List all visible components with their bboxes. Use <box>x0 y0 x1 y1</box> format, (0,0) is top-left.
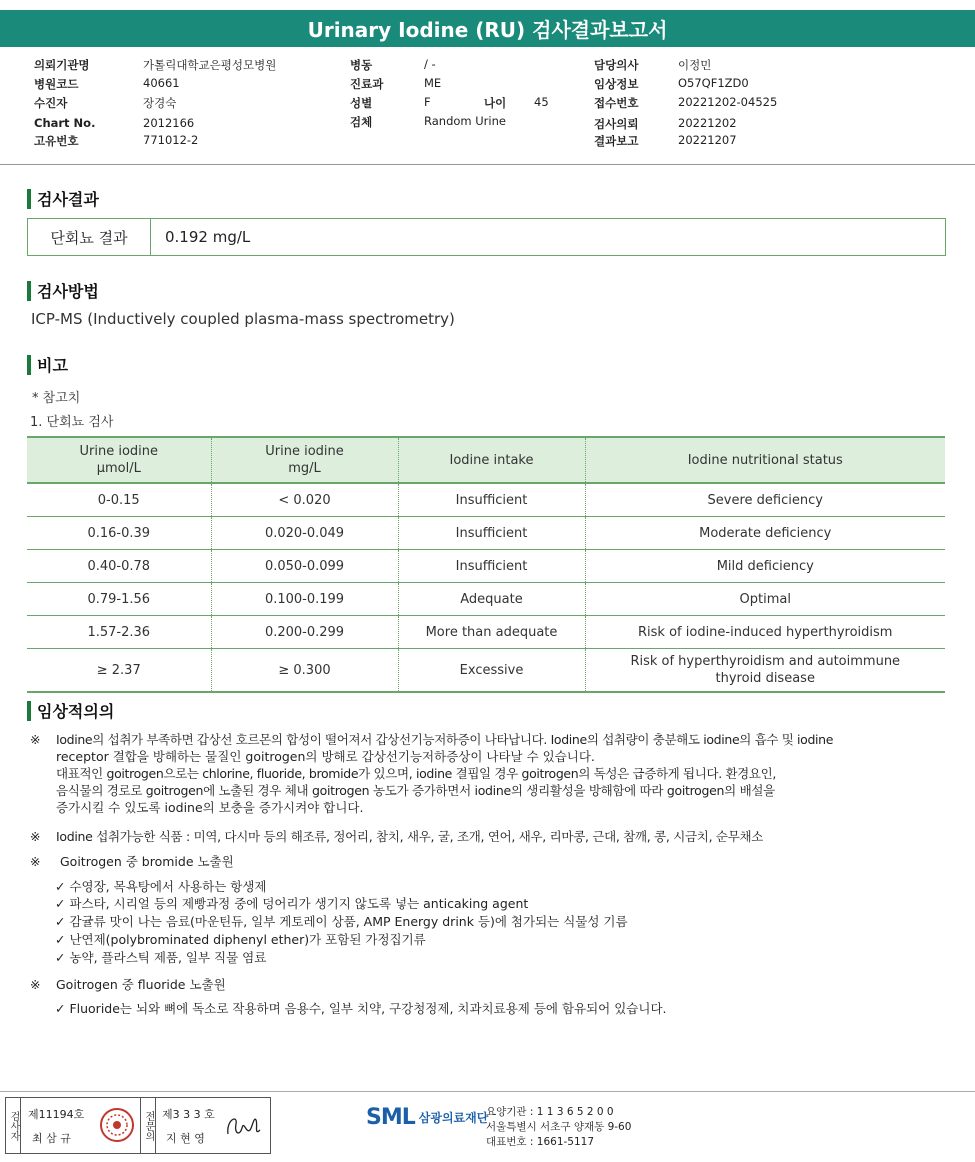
table-cell: Risk of iodine-induced hyperthyroidism <box>585 616 945 649</box>
header-label: 진료과 <box>350 77 384 91</box>
table-cell: 0.100-0.199 <box>211 583 398 616</box>
institution-info <box>486 1105 631 1150</box>
table-cell: < 0.020 <box>211 483 398 517</box>
table-header: Iodine intake <box>398 437 585 483</box>
institution-address: 서울특별시 서초구 양재동 9-60 <box>486 1121 632 1133</box>
note-text <box>56 731 833 816</box>
table-cell: 1.57-2.36 <box>27 616 211 649</box>
header-label: 병동 <box>350 58 373 72</box>
seal-icon <box>98 1106 136 1144</box>
header-label: 고유번호 <box>34 134 79 148</box>
check-item: ✓ 감귤류 맛이 나는 음료(마운틴듀, 일부 게토레이 상품, AMP Energy drink 등)에 첨가되는 식물성 기름 <box>55 914 628 929</box>
check-item: ✓ 난연제(polybrominated diphenyl ether)가 포함된 가정집기류 <box>55 932 426 947</box>
report-title: Urinary Iodine (RU) 검사결과보고서 <box>0 10 975 47</box>
header-value: 2012166 <box>143 116 195 130</box>
header-value: 가톨릭대학교은평성모병원 <box>143 58 277 72</box>
header-label: 결과보고 <box>594 134 639 148</box>
section-bar <box>27 189 31 209</box>
header-label: 접수번호 <box>594 96 639 110</box>
check-item: ✓ 파스타, 시리얼 등의 제빵과정 중에 덩어리가 생기지 않도록 넣는 anticaking agent <box>55 896 529 911</box>
result-value: 0.192 mg/L <box>165 228 251 246</box>
clinical-paragraph <box>30 731 950 817</box>
header-value: 20221202-04525 <box>678 95 778 109</box>
organization-name: 삼광의료재단 <box>418 1111 489 1125</box>
license-number: 제11194호 <box>28 1108 85 1121</box>
section-bar <box>27 281 31 301</box>
header-value: O57QF1ZD0 <box>678 76 749 90</box>
section-result-heading <box>27 187 99 210</box>
institution-phone: 대표번호 : 1661-5117 <box>486 1136 595 1148</box>
header-value: 771012-2 <box>143 133 199 147</box>
check-item: ✓ 농약, 플라스틱 제품, 일부 직물 염료 <box>55 950 267 965</box>
table-cell: More than adequate <box>398 616 585 649</box>
clinical-bromide-note <box>30 853 950 870</box>
institution-code: 요양기관 : 1 1 3 6 5 2 0 0 <box>486 1106 614 1118</box>
table-header-unit: mg/L <box>288 461 321 476</box>
table-cell: Moderate deficiency <box>585 517 945 550</box>
table-header: Iodine nutritional status <box>585 437 945 483</box>
header-value: / - <box>424 57 436 71</box>
header-label: Chart No. <box>34 116 96 130</box>
header-value: 20221207 <box>678 133 737 147</box>
reference-note: * 참고치 <box>32 391 81 406</box>
signature-box <box>5 1097 271 1154</box>
logo-text: SML <box>366 1105 415 1130</box>
table-cell: Mild deficiency <box>585 550 945 583</box>
signer-name: 지 현 영 <box>166 1132 205 1145</box>
table-cell: 0.200-0.299 <box>211 616 398 649</box>
table-cell: Insufficient <box>398 550 585 583</box>
table-row <box>27 550 945 583</box>
table-cell: Adequate <box>398 583 585 616</box>
table-header-unit: μmol/L <box>96 461 141 476</box>
note-text: Iodine 섭취가능한 식품 : 미역, 다시마 등의 해조류, 정어리, 참치, 새우, 굴, 조개, 연어, 새우, 리마콩, 근대, 참깨, 콩, 시금치, 순무채소 <box>56 829 764 844</box>
section-remarks-heading <box>27 353 68 376</box>
header-info <box>0 0 975 160</box>
table-cell: Insufficient <box>398 483 585 517</box>
note-line: 음식물의 경로로 goitrogen에 노출된 경우 체내 goitrogen 농도가 증가하면서 iodine의 생리활성을 방해함에 따라 goitrogen의 배설을 <box>56 783 775 798</box>
table-cell: 0.79-1.56 <box>27 583 211 616</box>
table-row <box>27 583 945 616</box>
table-cell: ≥ 0.300 <box>211 649 398 693</box>
note-line: receptor 결합을 방해하는 물질인 goitrogen의 방해로 갑상선기능저하증상이 나타날 수 있습니다. <box>56 749 595 764</box>
clinical-food-note <box>30 828 950 845</box>
table-cell <box>585 649 945 693</box>
table-cell: Excessive <box>398 649 585 693</box>
header-label: 성별 <box>350 96 373 110</box>
signer-role-label: 검사자 <box>6 1098 21 1153</box>
header-value: F <box>424 95 431 109</box>
section-title: 비고 <box>37 356 68 375</box>
reference-table <box>27 436 945 693</box>
section-method-heading <box>27 279 99 302</box>
header-value: 20221202 <box>678 116 737 130</box>
section-title: 검사방법 <box>37 282 99 301</box>
table-header-line: Urine iodine <box>79 444 158 459</box>
sml-logo <box>366 1105 488 1130</box>
footer-divider <box>0 1091 975 1092</box>
signature-icon <box>224 1110 264 1142</box>
table-cell-line: thyroid disease <box>715 671 815 686</box>
signer-role-label: 전문의 <box>140 1098 156 1153</box>
header-value: ME <box>424 76 442 90</box>
section-clinical-heading <box>27 699 114 722</box>
table-cell: Insufficient <box>398 517 585 550</box>
check-item: ✓ Fluoride는 뇌와 뼈에 독소로 작용하며 음용수, 일부 치약, 구강청정제, 치과치료용제 등에 함유되어 있습니다. <box>55 1001 667 1016</box>
header-label: 의뢰기관명 <box>34 58 90 72</box>
table-cell: 0-0.15 <box>27 483 211 517</box>
header-label: 임상정보 <box>594 77 639 91</box>
age-label: 나이 <box>484 96 507 110</box>
header-label: 검체 <box>350 115 373 129</box>
table-cell: 0.40-0.78 <box>27 550 211 583</box>
note-mark: ※ <box>30 977 41 992</box>
result-box <box>27 218 946 256</box>
license-number: 제3 3 3 호 <box>162 1108 215 1121</box>
header-label: 검사의뢰 <box>594 117 639 131</box>
table-row <box>27 616 945 649</box>
section-bar <box>27 701 31 721</box>
section-title: 임상적의의 <box>37 702 115 721</box>
check-item: ✓ 수영장, 목욕탕에서 사용하는 항생제 <box>55 879 267 894</box>
header-value: Random Urine <box>424 114 506 128</box>
note-line: 증가시킬 수 있도록 iodine의 보충을 증가시켜야 합니다. <box>56 800 364 815</box>
header-divider <box>0 164 975 165</box>
table-header <box>27 437 211 483</box>
table-cell-line: Risk of hyperthyroidism and autoimmune <box>630 654 901 669</box>
age-value: 45 <box>534 95 549 109</box>
table-cell: Severe deficiency <box>585 483 945 517</box>
header-label: 담당의사 <box>594 58 639 72</box>
method-text: ICP-MS (Inductively coupled plasma-mass spectrometry) <box>31 310 455 328</box>
header-value: 이정민 <box>678 58 712 72</box>
note-line: 대표적인 goitrogen으로는 chlorine, fluoride, bromide가 있으며, iodine 결핍일 경우 goitrogen의 독성은 급증하게 됩니다. 환경요인, <box>56 766 776 781</box>
note-mark: ※ <box>30 732 41 747</box>
result-label: 단회뇨 결과 <box>28 219 151 255</box>
table-cell: 0.020-0.049 <box>211 517 398 550</box>
table-cell: ≥ 2.37 <box>27 649 211 693</box>
reference-sub: 1. 단회뇨 검사 <box>30 415 114 430</box>
table-header-line: Urine iodine <box>265 444 344 459</box>
note-line: Iodine의 섭취가 부족하면 갑상선 호르몬의 합성이 떨어져서 갑상선기능저하증이 나타납니다. Iodine의 섭취량이 충분해도 iodine의 흡수 및 iodine <box>56 732 834 747</box>
table-row <box>27 483 945 517</box>
table-row <box>27 517 945 550</box>
note-text: Goitrogen 중 bromide 노출원 <box>60 854 234 869</box>
table-cell: 0.16-0.39 <box>27 517 211 550</box>
table-row <box>27 649 945 693</box>
table-header <box>211 437 398 483</box>
note-mark: ※ <box>30 854 41 869</box>
section-title: 검사결과 <box>37 190 99 209</box>
header-label: 병원코드 <box>34 77 79 91</box>
signer-name: 최 삼 규 <box>32 1132 71 1145</box>
note-mark: ※ <box>30 829 41 844</box>
table-header-row <box>27 437 945 483</box>
table-cell: 0.050-0.099 <box>211 550 398 583</box>
section-bar <box>27 355 31 375</box>
clinical-fluoride-note <box>30 976 950 993</box>
table-cell: Optimal <box>585 583 945 616</box>
header-label: 수진자 <box>34 96 68 110</box>
header-value: 40661 <box>143 76 180 90</box>
note-text: Goitrogen 중 fluoride 노출원 <box>56 977 226 992</box>
header-value: 장경숙 <box>143 96 177 110</box>
